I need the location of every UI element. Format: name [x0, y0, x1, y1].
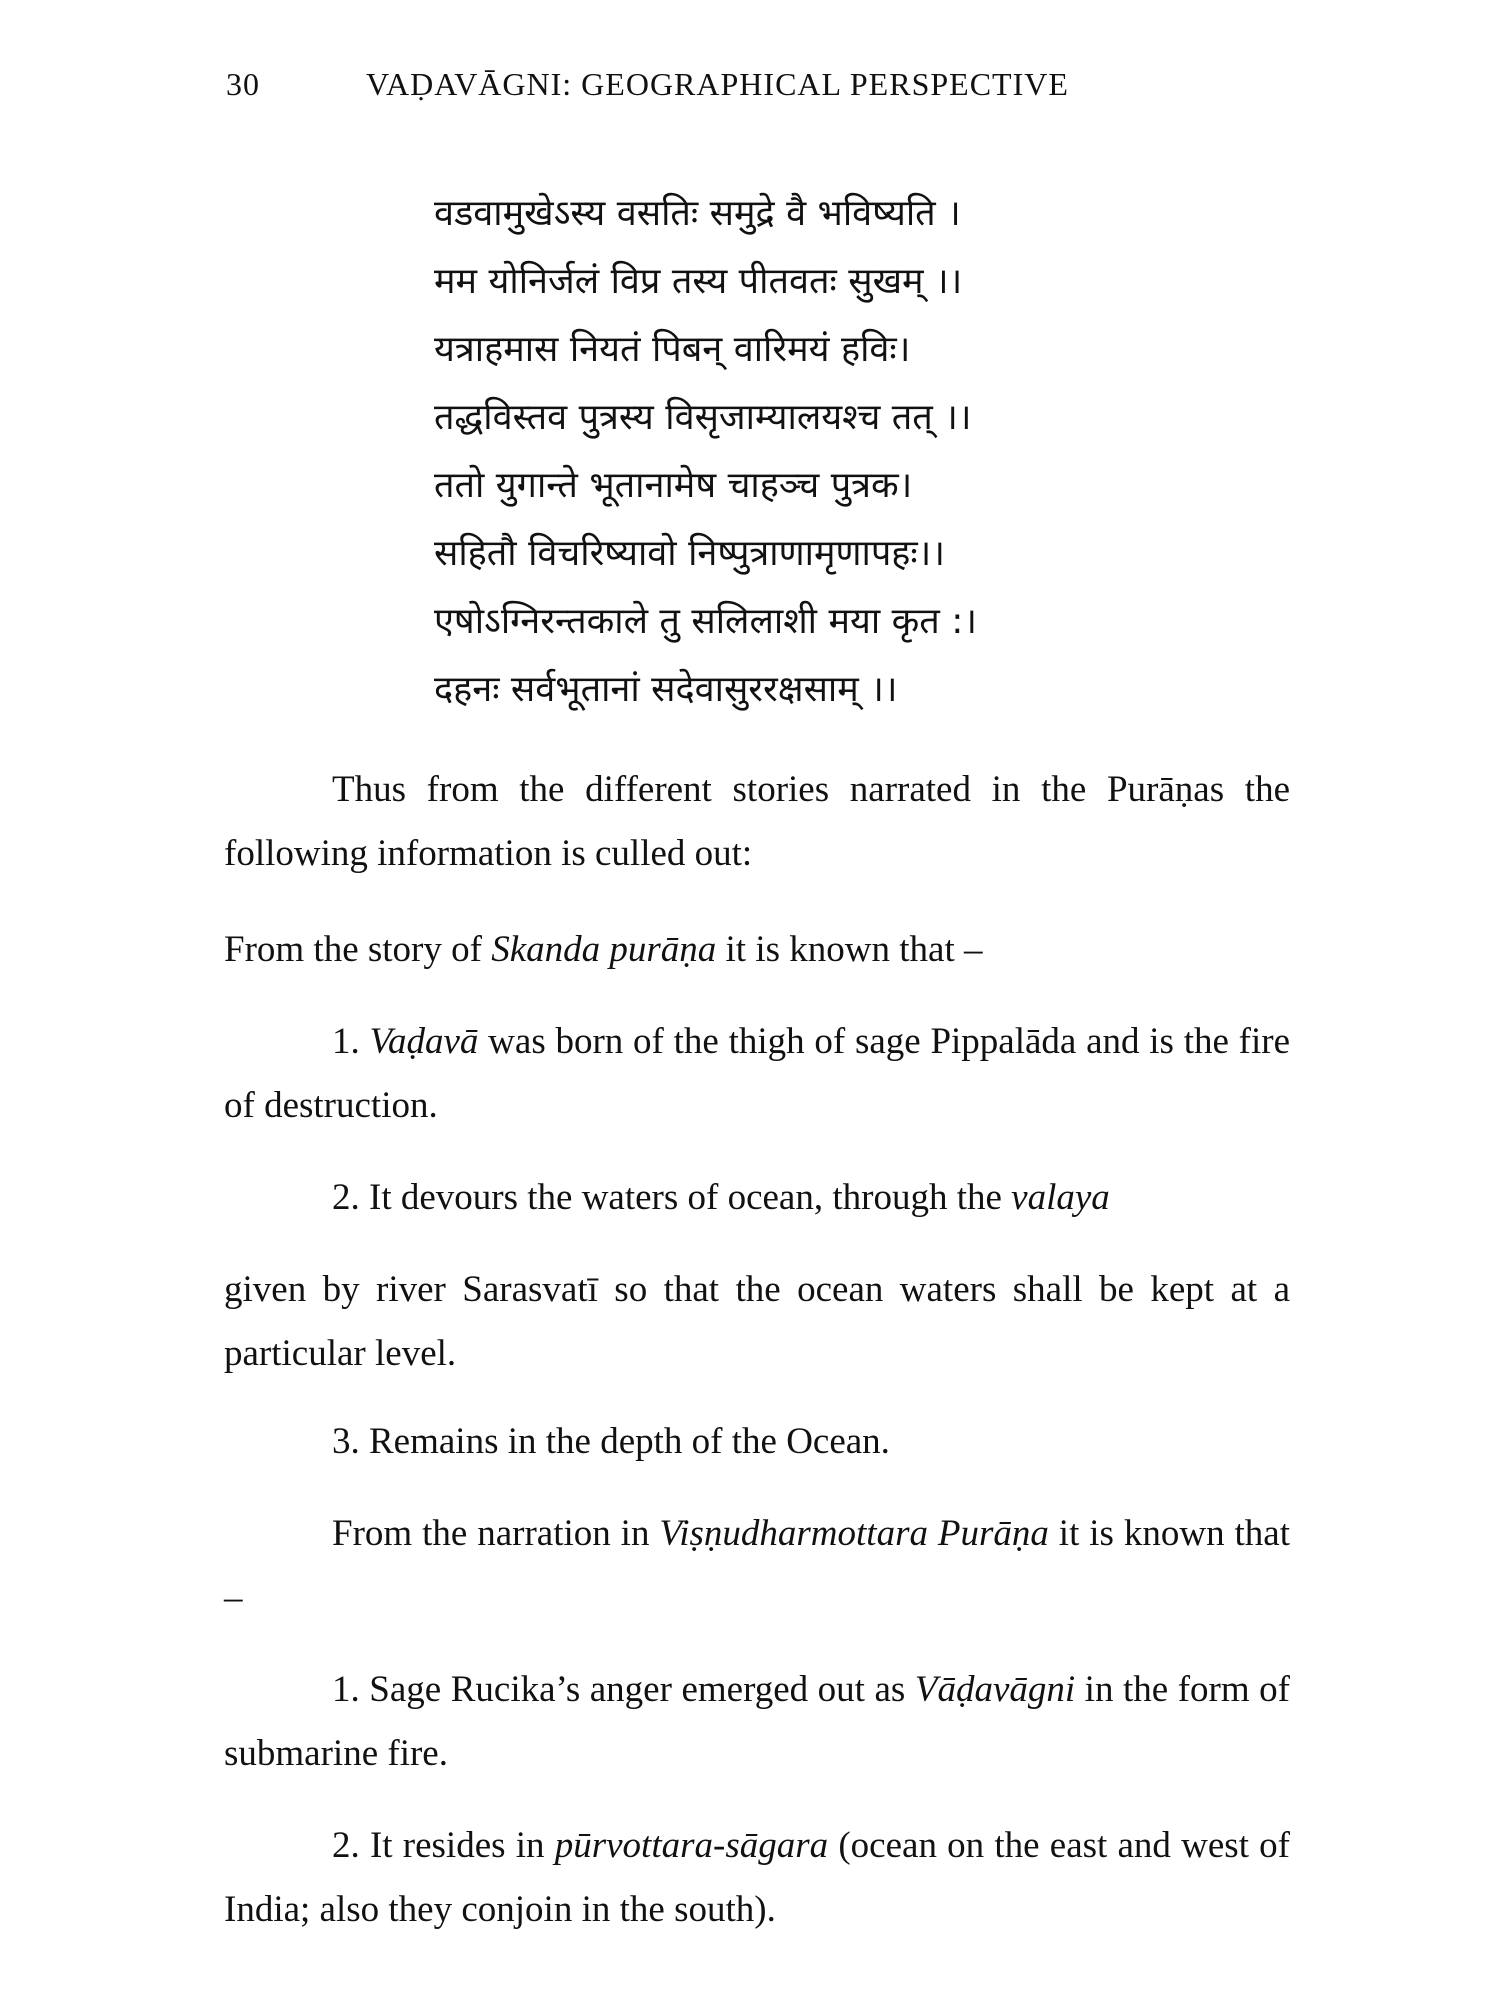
point-text: 2. It devours the waters of ocean, through the	[332, 1177, 1012, 1218]
point-number: 1.	[332, 1021, 370, 1062]
point-text: 2. It resides in	[332, 1825, 555, 1866]
term-vadavagni: Vāḍavāgni	[914, 1669, 1076, 1710]
verse-line: तद्धविस्तव पुत्रस्य विसृजाम्यालयश्च तत् ।।	[434, 397, 972, 438]
sanskrit-verses	[434, 180, 977, 724]
point-text: (ocean on the east and west of India; also they conjoin in the south).	[224, 1825, 1291, 1930]
vishnu-post: it is known that –	[224, 1513, 1290, 1618]
vishnu-pre: From the narration in	[332, 1513, 660, 1554]
intro-paragraph: Thus from the different stories narrated in the Purāṇas the following information is culled out:	[224, 769, 1290, 874]
term-purvottara-sagara: pūrvottara-sāgara	[554, 1825, 829, 1866]
verse-line: वडवामुखेऽस्य वसतिः समुद्रे वै भविष्यति ।	[434, 193, 961, 234]
vishnu-heading	[224, 1502, 1290, 1630]
verse-line: एषोऽग्निरन्तकाले तु सलिलाशी मया कृत :।	[434, 601, 977, 642]
running-header	[226, 66, 1069, 103]
point-text: in the form of submarine fire.	[224, 1669, 1291, 1774]
verse-line: दहनः सर्वभूतानां सदेवासुररक्षसाम् ।।	[434, 669, 898, 710]
running-title: VAḌAVĀGNI: GEOGRAPHICAL PERSPECTIVE	[366, 66, 1069, 102]
verse-line: ततो युगान्ते भूतानामेष चाहञ्च पुत्रक।	[434, 465, 913, 506]
vishnu-point-2	[224, 1814, 1290, 1942]
vishnu-title: Viṣṇudharmottara Purāṇa	[659, 1513, 1049, 1554]
page-number: 30	[226, 66, 260, 102]
skanda-post: it is known that –	[716, 929, 983, 970]
vishnu-point-1	[224, 1658, 1290, 1786]
verse-line: यत्राहमास नियतं पिबन् वारिमयं हविः।	[434, 329, 911, 370]
verse-line: सहितौ विचरिष्यावो निष्पुत्राणामृणापहः।।	[434, 533, 945, 574]
skanda-point-2	[224, 1166, 1290, 1230]
point-text: was born of the thigh of sage Pippalāda and is the fire of destruction.	[224, 1021, 1290, 1126]
skanda-point-2-continued: given by river Sarasvatī so that the ocean waters shall be kept at a particular level.	[224, 1269, 1290, 1374]
skanda-point-1	[224, 1010, 1290, 1138]
term-valaya: valaya	[1011, 1177, 1110, 1218]
skanda-point-3: 3. Remains in the depth of the Ocean.	[332, 1421, 890, 1462]
skanda-pre: From the story of	[224, 929, 492, 970]
skanda-heading	[224, 918, 1290, 982]
skanda-title: Skanda purāṇa	[491, 929, 717, 970]
point-text: 1. Sage Rucika’s anger emerged out as	[332, 1669, 915, 1710]
term-vadava: Vaḍavā	[369, 1021, 479, 1062]
verse-line: मम योनिर्जलं विप्र तस्य पीतवतः सुखम् ।।	[434, 261, 963, 302]
